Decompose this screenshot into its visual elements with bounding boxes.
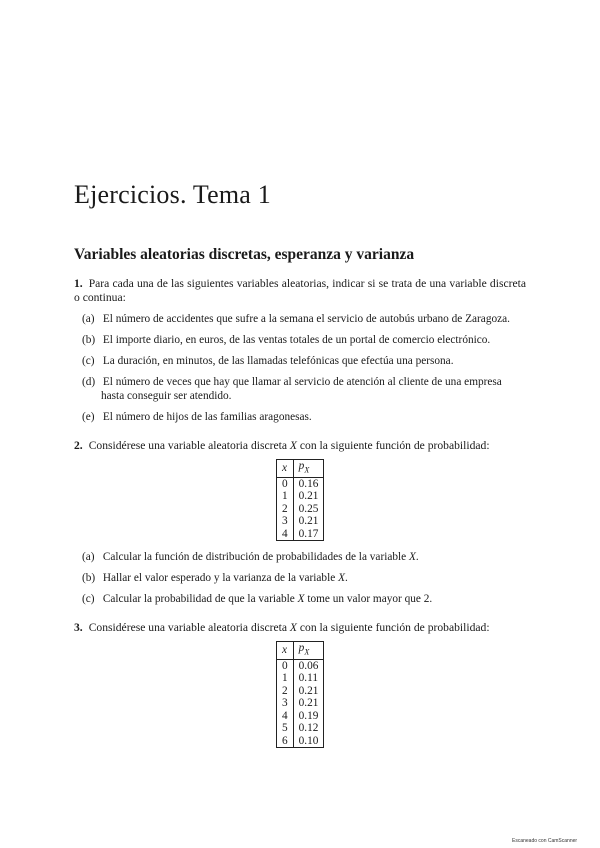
exercise-1-item-a bbox=[82, 312, 526, 326]
item-text: El número de accidentes que sufre a la semana el servicio de autobús urbano de Zaragoza. bbox=[102, 313, 510, 325]
item-text: El número de veces que hay que llamar al servicio de atención al cliente de una empresa bbox=[102, 376, 502, 388]
table-row: 0 0.06 bbox=[277, 659, 324, 672]
table-header-px: $p_X$ bbox=[293, 642, 324, 660]
item-label: (e) bbox=[82, 411, 95, 423]
exercise-text: Considérese una variable aleatoria discreta bbox=[88, 621, 287, 634]
probability-table bbox=[276, 459, 324, 541]
item-text: La duración, en minutos, de las llamadas telefónicas que efectúa una persona. bbox=[102, 355, 454, 367]
exercise-number: 2. bbox=[74, 439, 83, 452]
exercise-3-statement bbox=[74, 621, 526, 635]
item-label: (d) bbox=[82, 376, 96, 388]
table-row: 3 0.21 bbox=[277, 697, 324, 710]
table-row: 2 0.21 bbox=[277, 685, 324, 698]
item-label: (b) bbox=[82, 334, 96, 346]
table-row: 1 0.21 bbox=[277, 490, 324, 503]
table-row: 3 0.21 bbox=[277, 515, 324, 528]
exercise-number: 1. bbox=[74, 277, 83, 290]
item-label: (a) bbox=[82, 551, 95, 563]
exercise-text: con la siguiente función de probabilidad: bbox=[299, 621, 490, 634]
exercise-text: Para cada una de las siguientes variables aleatorias, indicar si se trata de una variable discreta o continua: bbox=[74, 277, 526, 304]
exercise-1-item-d-continuation bbox=[101, 389, 526, 403]
variable: X bbox=[289, 621, 297, 634]
item-text: hasta conseguir ser atendido. bbox=[101, 390, 232, 402]
table-row: 4 0.17 bbox=[277, 528, 324, 541]
table-header-x: x bbox=[277, 460, 294, 478]
item-label: (c) bbox=[82, 355, 95, 367]
variable: X bbox=[297, 593, 305, 605]
item-text: Hallar el valor esperado y la varianza de la variable bbox=[102, 572, 336, 584]
table-row: 1 0.11 bbox=[277, 672, 324, 685]
exercise-1-item-e bbox=[82, 410, 526, 424]
exercise-text: con la siguiente función de probabilidad: bbox=[299, 439, 490, 452]
scanner-watermark: Escaneado con CamScanner bbox=[512, 838, 578, 844]
exercise-2-statement bbox=[74, 439, 526, 453]
variable: X bbox=[409, 551, 416, 563]
item-text: El importe diario, en euros, de las ventas totales de un portal de comercio electrónico. bbox=[102, 334, 491, 346]
exercise-number: 3. bbox=[74, 621, 83, 634]
table-row: 4 0.19 bbox=[277, 710, 324, 723]
item-text: Calcular la probabilidad de que la variable bbox=[102, 593, 295, 605]
exercise-1-item-d bbox=[82, 375, 526, 389]
table-header-px: $p_X$ bbox=[293, 460, 324, 478]
exercise-2-item-a: (a) Calcular la función de distribución de probabilidades de la variable X. bbox=[82, 551, 419, 563]
exercise-text: Considérese una variable aleatoria discreta bbox=[88, 439, 287, 452]
table-header-x: x bbox=[277, 642, 294, 660]
exercise-2-item-c: (c) Calcular la probabilidad de que la variable X tome un valor mayor que 2. bbox=[82, 593, 433, 605]
exercise-1-item-b bbox=[82, 333, 526, 347]
table-row: 0 0.16 bbox=[277, 477, 324, 490]
table-row: 6 0.10 bbox=[277, 735, 324, 748]
table-row: 2 0.25 bbox=[277, 503, 324, 516]
item-label: (b) bbox=[82, 572, 96, 584]
item-text: Calcular la función de distribución de probabilidades de la variable bbox=[102, 551, 407, 563]
item-label: (a) bbox=[82, 313, 95, 325]
probability-table bbox=[276, 641, 324, 748]
item-text: El número de hijos de las familias aragonesas. bbox=[102, 411, 312, 423]
page-title: Ejercicios. Tema 1 bbox=[74, 180, 271, 209]
exercise-2-item-b: (b) Hallar el valor esperado y la varianza de la variable X. bbox=[82, 572, 348, 584]
variable: X bbox=[289, 439, 297, 452]
exercise-1-statement bbox=[74, 277, 526, 305]
variable: X bbox=[338, 572, 345, 584]
table-row: 5 0.12 bbox=[277, 722, 324, 735]
section-heading: Variables aleatorias discretas, esperanza y varianza bbox=[74, 246, 415, 263]
exercise-1-item-c bbox=[82, 354, 526, 368]
item-label: (c) bbox=[82, 593, 95, 605]
